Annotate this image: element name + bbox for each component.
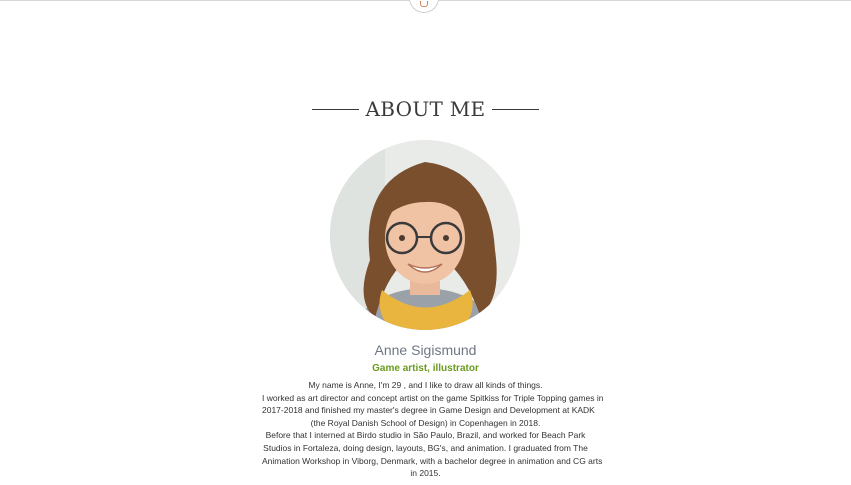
profile-bio (262, 379, 604, 480)
bio-line: My name is Anne, I'm 29 , and I like to draw all kinds of things. (308, 380, 543, 390)
bio-line: (the Royal Danish School of Design) in Copenhagen in 2018. (310, 417, 541, 428)
home-badge[interactable] (409, 0, 439, 13)
section-heading (0, 95, 851, 123)
heading-rule-left (312, 109, 359, 110)
section-title: ABOUT ME (365, 97, 486, 121)
avatar (330, 140, 520, 330)
bio-line: I worked as art director and concept artist on the game Spitkiss for Triple Topping games in (262, 392, 604, 403)
logo-icon (420, 1, 428, 7)
heading-rule-right (492, 109, 539, 110)
bio-line: 2017-2018 and finished my master's degree in Game Design and Development at KADK (262, 405, 595, 416)
profile-role: Game artist, illustrator (372, 363, 479, 374)
bio-line: Studios in Fortaleza, doing design, layouts, BG's, and animation. I graduated from The (263, 442, 588, 453)
bio-line: Before that I interned at Birdo studio in São Paulo, Brazil, and worked for Beach Park (265, 430, 586, 441)
bio-line: Animation Workshop in Viborg, Denmark, with a bachelor degree in animation and CG arts (262, 455, 603, 466)
profile-name: Anne Sigismund (374, 342, 477, 358)
bio-line: in 2015. (410, 468, 441, 479)
portrait-photo-icon (330, 140, 520, 330)
